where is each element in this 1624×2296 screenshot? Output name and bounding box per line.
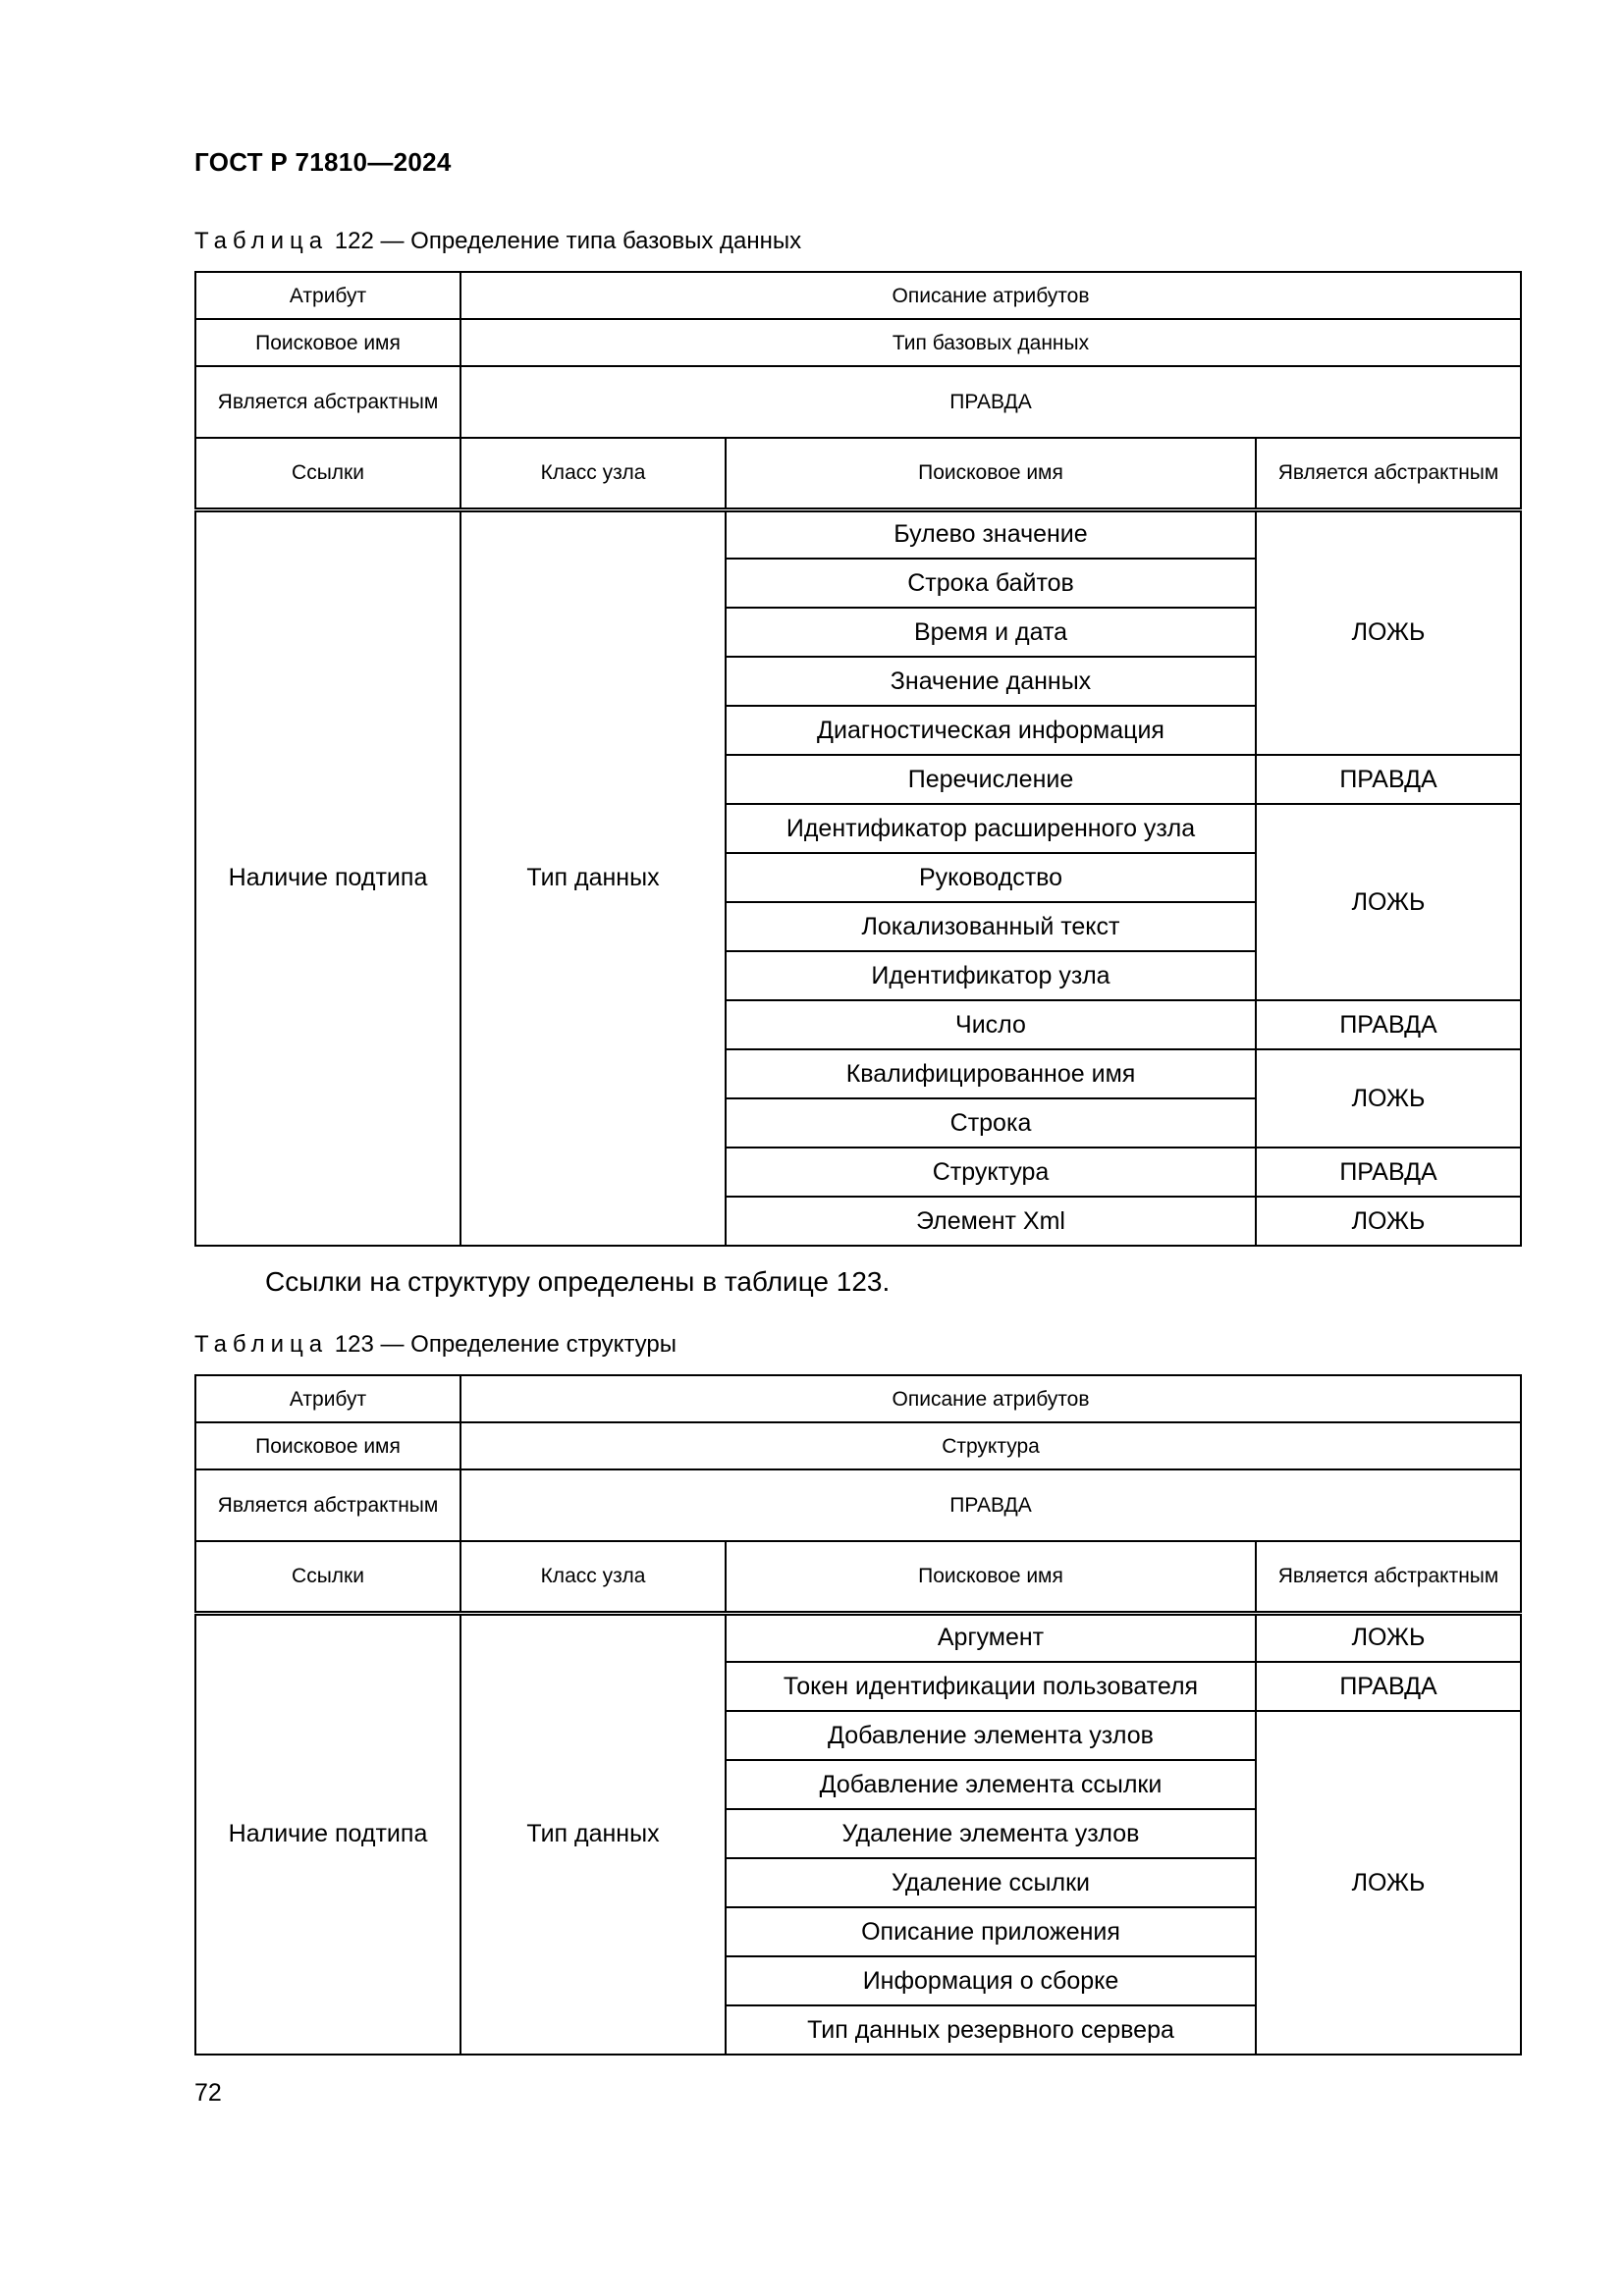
table-123 — [194, 1374, 1522, 2056]
browse-name-cell: Удаление ссылки — [726, 1858, 1256, 1907]
isabstract-header: Является абстрактным — [1256, 438, 1521, 509]
browse-name-cell: Элемент Xml — [726, 1197, 1256, 1246]
node-class-cell: Тип данных — [460, 509, 726, 1246]
page-number: 72 — [194, 2079, 222, 2107]
abstract-label: Является абстрактным — [195, 366, 460, 438]
browse-name-cell: Аргумент — [726, 1613, 1256, 1662]
browse-name-cell: Руководство — [726, 853, 1256, 902]
refs-header: Ссылки — [195, 438, 460, 509]
browse-name-cell: Булево значение — [726, 509, 1256, 559]
document-header: ГОСТ Р 71810—2024 — [194, 147, 452, 177]
browse-name-cell: Квалифицированное имя — [726, 1049, 1256, 1098]
abstract-value: ПРАВДА — [460, 1469, 1521, 1541]
is-abstract-cell: ЛОЖЬ — [1256, 1613, 1521, 1662]
table-123-caption-text: 123 — Определение структуры — [334, 1331, 677, 1358]
table-122-caption — [194, 228, 801, 255]
browse-label: Поисковое имя — [195, 319, 460, 366]
browse-name-cell: Диагностическая информация — [726, 706, 1256, 755]
attr-header: Атрибут — [195, 272, 460, 319]
is-abstract-cell: ЛОЖЬ — [1256, 509, 1521, 755]
browse-name-cell: Идентификатор расширенного узла — [726, 804, 1256, 853]
table-122-caption-word: Таблица — [194, 228, 329, 254]
browse-name-cell: Удаление элемента узлов — [726, 1809, 1256, 1858]
nodeclass-header: Класс узла — [460, 1541, 726, 1613]
browse-label: Поисковое имя — [195, 1422, 460, 1469]
browse-name-cell: Локализованный текст — [726, 902, 1256, 951]
reference-cell: Наличие подтипа — [195, 509, 460, 1246]
is-abstract-cell: ПРАВДА — [1256, 1662, 1521, 1711]
is-abstract-cell: ЛОЖЬ — [1256, 804, 1521, 1000]
refs-header: Ссылки — [195, 1541, 460, 1613]
node-class-cell: Тип данных — [460, 1613, 726, 2055]
browse-name-cell: Число — [726, 1000, 1256, 1049]
reference-cell: Наличие подтипа — [195, 1613, 460, 2055]
is-abstract-cell: ЛОЖЬ — [1256, 1049, 1521, 1148]
browse-value: Тип базовых данных — [460, 319, 1521, 366]
is-abstract-cell: ПРАВДА — [1256, 1148, 1521, 1197]
browse-name-cell: Описание приложения — [726, 1907, 1256, 1956]
abstract-label: Является абстрактным — [195, 1469, 460, 1541]
browse-name-cell: Идентификатор узла — [726, 951, 1256, 1000]
attr-header: Атрибут — [195, 1375, 460, 1422]
browse-name-cell: Время и дата — [726, 608, 1256, 657]
table-123-caption — [194, 1331, 677, 1359]
desc-header: Описание атрибутов — [460, 272, 1521, 319]
browse-name-cell: Структура — [726, 1148, 1256, 1197]
browsename-header: Поисковое имя — [726, 438, 1256, 509]
table-123-caption-word: Таблица — [194, 1331, 329, 1358]
desc-header: Описание атрибутов — [460, 1375, 1521, 1422]
browse-name-cell: Добавление элемента узлов — [726, 1711, 1256, 1760]
is-abstract-cell: ПРАВДА — [1256, 755, 1521, 804]
browse-name-cell: Токен идентификации пользователя — [726, 1662, 1256, 1711]
table-122 — [194, 271, 1522, 1247]
browse-name-cell: Добавление элемента ссылки — [726, 1760, 1256, 1809]
is-abstract-cell: ЛОЖЬ — [1256, 1197, 1521, 1246]
browse-name-cell: Значение данных — [726, 657, 1256, 706]
browse-value: Структура — [460, 1422, 1521, 1469]
browse-name-cell: Информация о сборке — [726, 1956, 1256, 2005]
abstract-value: ПРАВДА — [460, 366, 1521, 438]
is-abstract-cell: ПРАВДА — [1256, 1000, 1521, 1049]
isabstract-header: Является абстрактным — [1256, 1541, 1521, 1613]
table-123-reference-paragraph: Ссылки на структуру определены в таблице 123. — [265, 1266, 891, 1297]
browsename-header: Поисковое имя — [726, 1541, 1256, 1613]
browse-name-cell: Строка — [726, 1098, 1256, 1148]
nodeclass-header: Класс узла — [460, 438, 726, 509]
browse-name-cell: Строка байтов — [726, 559, 1256, 608]
browse-name-cell: Перечисление — [726, 755, 1256, 804]
is-abstract-cell: ЛОЖЬ — [1256, 1711, 1521, 2055]
browse-name-cell: Тип данных резервного сервера — [726, 2005, 1256, 2055]
table-122-caption-text: 122 — Определение типа базовых данных — [334, 228, 802, 254]
